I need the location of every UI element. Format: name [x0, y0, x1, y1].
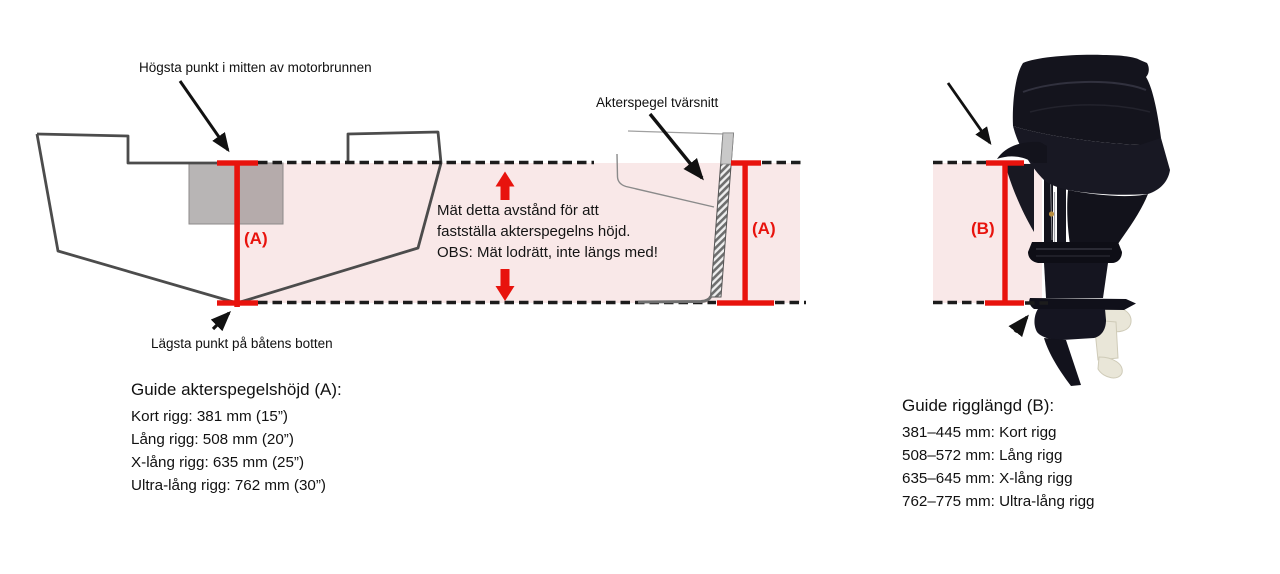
- guide-shaft-length: [902, 396, 1094, 513]
- measure-instruction: [437, 200, 658, 263]
- dim-label-a-transom: (A): [752, 219, 776, 238]
- guide-shaft-length-heading: Guide rigglängd (B):: [902, 396, 1055, 415]
- transom-cross-section-label: Akterspegel tvärsnitt: [596, 95, 719, 110]
- guide-transom-height-heading: Guide akterspegelshöjd (A):: [131, 380, 342, 399]
- guide-shaft-length-item: 508–572 mm: Lång rigg: [902, 447, 1063, 464]
- highest-point-label: Högsta punkt i mitten av motorbrunnen: [139, 60, 372, 75]
- skeg: [1044, 338, 1081, 386]
- motor-cowling: [1013, 55, 1161, 145]
- dim-label-b: (B): [971, 219, 995, 238]
- guide-transom-height: [131, 380, 342, 497]
- anode-dot: [1049, 211, 1054, 216]
- guide-shaft-length-item: 762–775 mm: Ultra-lång rigg: [902, 493, 1095, 510]
- guide-transom-height-item: X-lång rigg: 635 mm (25”): [131, 454, 305, 471]
- gearcase: [1034, 309, 1106, 340]
- measure-instruction-line2: fastställa akterspegelns höjd.: [437, 223, 631, 240]
- guide-shaft-length-item: 635–645 mm: X-lång rigg: [902, 470, 1073, 487]
- guide-shaft-length-item: 381–445 mm: Kort rigg: [902, 424, 1057, 441]
- dim-label-a-hull: (A): [244, 229, 268, 248]
- motor-bottom-arrow-icon: [1015, 317, 1027, 332]
- guide-transom-height-item: Kort rigg: 381 mm (15”): [131, 408, 288, 425]
- guide-transom-height-item: Ultra-lång rigg: 762 mm (30”): [131, 477, 326, 494]
- measure-instruction-line3: OBS: Mät lodrätt, inte längs med!: [437, 244, 658, 261]
- guide-transom-height-item: Lång rigg: 508 mm (20”): [131, 431, 294, 448]
- lowest-point-label: Lägsta punkt på båtens botten: [151, 336, 333, 351]
- mounting-bracket: [997, 142, 1047, 163]
- measure-instruction-line1: Mät detta avstånd för att: [437, 202, 599, 219]
- highest-point-arrow-icon: [180, 81, 228, 150]
- lowest-point-arrow-icon: [213, 313, 229, 329]
- motor-top-arrow-icon: [948, 83, 990, 143]
